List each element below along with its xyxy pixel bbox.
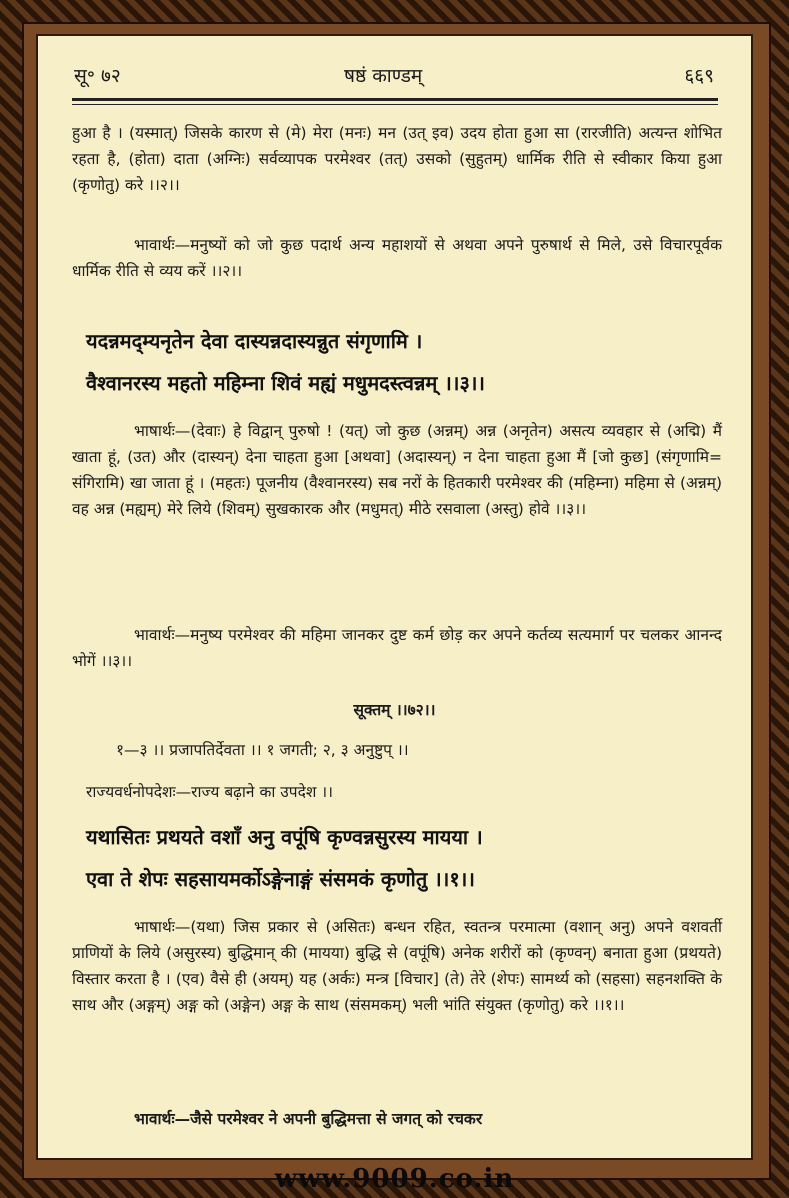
book-page (36, 34, 753, 1160)
bhashartha-2 (72, 914, 722, 1018)
sukta-heading: सूक्तम् ।।७२।। (353, 701, 436, 719)
deity-meter-line: १—३ ।। प्रजापतिर्देवता ।। १ जगती; २, ३ अनुष्टुप् ।। (116, 741, 409, 759)
page-number: ६६९ (684, 65, 714, 87)
para1-text: हुआ है । (यस्मात्) जिसके कारण से (मे) मेरा (मनः) मन (उत् इव) उदय होता हुआ सा (रारजीति) अत्यन्त शोभित रहता है, (होता) दाता (अग्निः) सर्वव्यापक परमेश्वर (तत्) उसको (सुहुतम्) धार्मिक रीति से स्वीकार किया हुआ (कृणोतु) करे ।।२।। (72, 124, 722, 194)
verse2-line2: एवा ते शेपः सहसायमर्कोऽङ्गेनाङ्गं संसमकं कृणोतु ।।१।। (86, 867, 475, 891)
verse1-line2: वैश्वानरस्य महतो महिम्ना शिवं मह्यं मधुमदस्त्वन्नम् ।।३।। (86, 371, 486, 395)
header-rule (72, 98, 718, 101)
page-header (74, 62, 714, 90)
bhavartha-2 (72, 622, 722, 674)
upadesha-line: राज्यवर्धनोपदेशः—राज्य बढ़ाने का उपदेश ।। (86, 783, 334, 801)
paragraph-1 (72, 120, 722, 198)
kanda-title: षष्ठं काण्डम् (344, 65, 423, 87)
verse-1 (86, 320, 726, 404)
bhashartha1-text: भाषार्थः—(देवाः) हे विद्वान् पुरुषो ! (यत्) जो कुछ (अन्नम्) अन्न (अनृतेन) असत्य व्यवहार से (अद्मि) मैं खाता हूं, (उत) और (दास्यन्) देना चाहता हुआ [अथवा] (अदास्यन्) न देना चाहता हुआ मैं [जो कुछ] (संगृणामि= संगिरामि) खा जाता हूं । (महतः) पूजनीय (वैश्वानरस्य) सब नरों के हितकारी परमेश्वर की (महिम्ना) महिमा से (अन्नम्) वह अन्न (मह्यम्) मेरे लिये (शिवम्) सुखकारक और (मधुमत्) मीठे रसवाला (अस्तु) होवे ।।३।। (72, 422, 722, 518)
verse1-line1: यदन्नमद्म्यनृतेन देवा दास्यन्नदास्यन्नुत संगृणामि । (86, 329, 423, 353)
bhavartha1-text: भावार्थः—मनुष्यों को जो कुछ पदार्थ अन्य महाशयों से अथवा अपने पुरुषार्थ से मिले, उसे विचारपूर्वक धार्मिक रीति से व्यय करें ।।२।। (72, 236, 722, 280)
header-rule-thin (72, 104, 718, 105)
verse2-line1: यथासितः प्रथयते वशाँ अनु वपूंषि कृण्वन्नसुरस्य मायया । (86, 825, 483, 849)
verse-2 (86, 816, 726, 900)
bhavartha-1 (72, 232, 722, 284)
bhashartha-1 (72, 418, 722, 522)
bhavartha3-text: भावार्थः—जैसे परमेश्वर ने अपनी बुद्धिमत्ता से जगत् को रचकर (134, 1110, 483, 1128)
bhavartha2-text: भावार्थः—मनुष्य परमेश्वर की महिमा जानकर दुष्ट कर्म छोड़ कर अपने कर्तव्य सत्यमार्ग पर चलकर आनन्द भोगें ।।३।। (72, 626, 722, 670)
website-watermark: www.9009.co.in (274, 1164, 515, 1194)
sukta-number: सू॰ ७२ (74, 65, 121, 87)
bhashartha2-text: भाषार्थः—(यथा) जिस प्रकार से (असितः) बन्धन रहित, स्वतन्त्र परमात्मा (वशान् अनु) अपने वशवर्ती प्राणियों के लिये (असुरस्य) बुद्धिमान् की (मायया) बुद्धि से (वपूंषि) अनेक शरीरों को (कृण्वन्) बनाता हुआ (प्रथयते) विस्तार करता है । (एव) वैसे ही (अयम्) यह (अर्कः) मन्त्र [विचार] (ते) तेरे (शेपः) सामर्थ्य को (सहसा) सहनशक्ति के साथ और (अङ्गम्) अङ्ग को (अङ्गेन) अङ्ग के साथ (संसमकम्) भली भांति संयुक्त (कृणोतु) करे ।।१।। (72, 918, 722, 1014)
bhavartha-3 (72, 1106, 722, 1132)
